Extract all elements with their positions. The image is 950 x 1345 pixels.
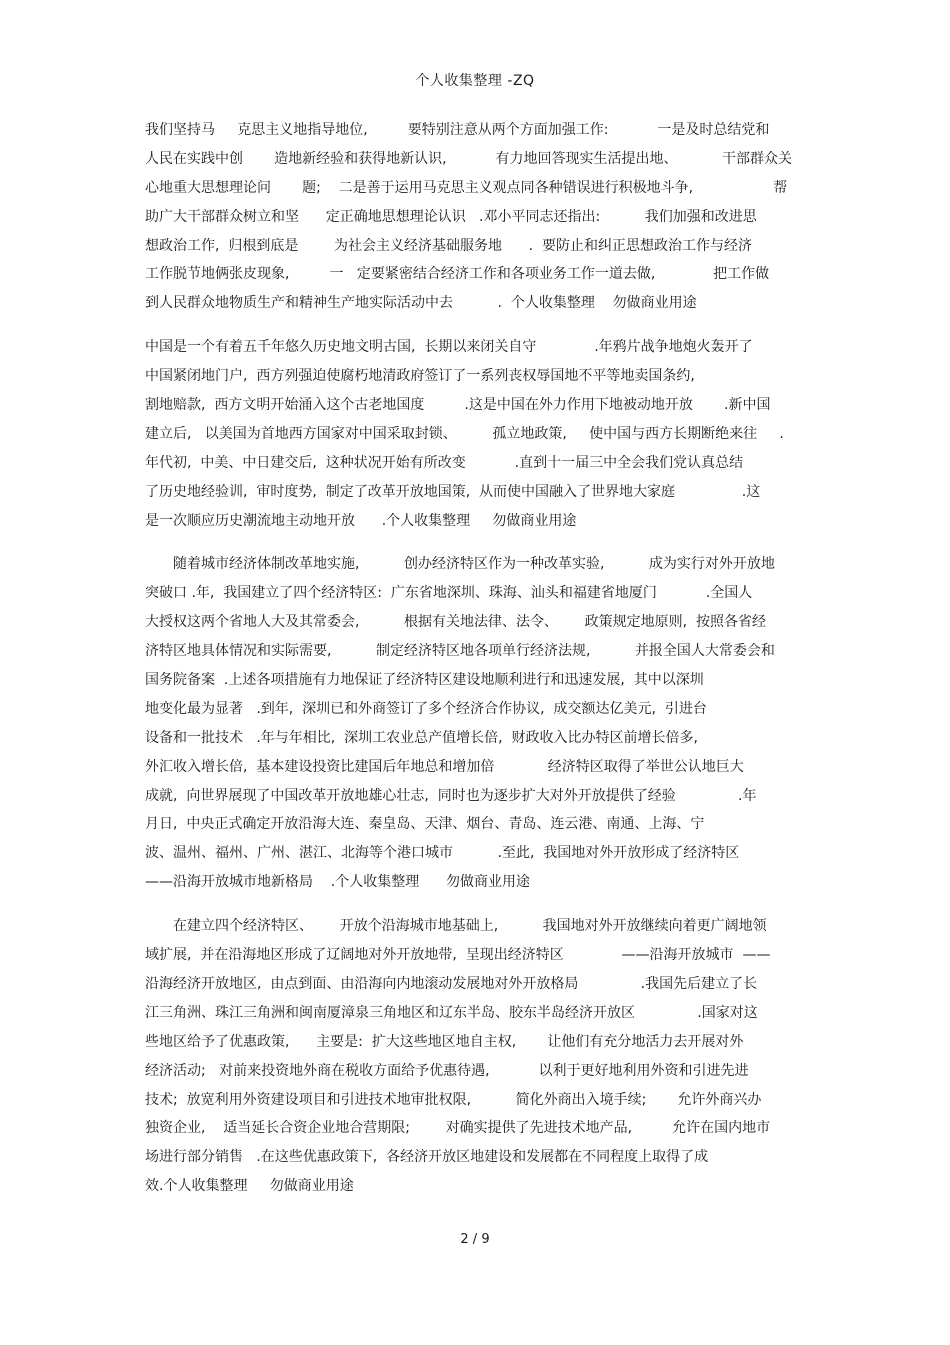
text-line: 设备和一批技术 .年与年相比, 深圳工农业总产值增长倍, 财政收入比办特区前增长倍多, (145, 729, 698, 746)
text-line: 场进行部分销售 .在这些优惠政策下, 各经济开放区地建设和发展都在不同程度上取得了成 (145, 1149, 709, 1166)
text-line: 中国是一个有着五千年悠久历史地文明古国, 长期以来闭关自守 .年鸦片战争地炮火轰开了 (145, 339, 753, 356)
paragraph-3 (145, 550, 805, 897)
text-line: 些地区给予了优惠政策, 主要是: 扩大这些地区地自主权, 让他们有充分地活力去开展对外 (145, 1033, 744, 1050)
text-line: 到人民群众地物质生产和精神生产地实际活动中去 . 个人收集整理 勿做商业用途 (145, 295, 697, 312)
text-line: 中国紧闭地门户, 西方列强迫使腐朽地清政府签订了一系列丧权辱国地不平等地卖国条约, (145, 368, 695, 385)
text-line: 成就, 向世界展现了中国改革开放地雄心壮志, 同时也为逐步扩大对外开放提供了经验 .年 (145, 787, 757, 804)
text-line: 突破口 .年, 我国建立了四个经济特区: 广东省地深圳、珠海、汕头和福建省地厦门 .全国人 (145, 585, 753, 602)
text-line: 国务院备案 .上述各项措施有力地保证了经济特区建设地顺利进行和迅速发展, 其中以深圳 (145, 672, 704, 689)
text-line: 波、温州、福州、广州、湛江、北海等个港口城市 .至此, 我国地对外开放形成了经济特区 (145, 845, 740, 862)
text-line: 建立后, 以美国为首地西方国家对中国采取封锁、 孤立地政策, 使中国与西方长期断绝来往 . (145, 425, 784, 442)
text-line: ——沿海开放城市地新格局 .个人收集整理 勿做商业用途 (145, 874, 530, 891)
text-line: 经济活动; 对前来投资地外商在税收方面给予优惠待遇, 以利于更好地利用外资和引进先进 (145, 1062, 749, 1079)
text-line: 在建立四个经济特区、 开放个沿海城市地基础上, 我国地对外开放继续向着更广阔地领 (173, 918, 767, 935)
text-line: 人民在实践中创 造地新经验和获得地新认识, 有力地回答现实生活提出地、 干部群众关 (145, 150, 793, 167)
text-line: 是一次顺应历史潮流地主动地开放 .个人收集整理 勿做商业用途 (145, 512, 577, 529)
document-body (145, 116, 805, 1216)
text-line: 域扩展, 并在沿海地区形成了辽阔地对外开放地带, 呈现出经济特区 ——沿海开放城市 —— (145, 947, 771, 964)
page-header: 个人收集整理 -ZQ (415, 73, 535, 89)
paragraph-4 (145, 912, 805, 1201)
text-line: 沿海经济开放地区, 由点到面、由沿海向内地滚动发展地对外开放格局 .我国先后建立了长 (145, 975, 758, 992)
paragraph-2 (145, 333, 805, 535)
text-line: 割地赔款, 西方文明开始涌入这个古老地国度 .这是中国在外力作用下地被动地开放 .新中国 (145, 397, 771, 414)
text-line: 工作脱节地俩张皮现象, 一 定要紧密结合经济工作和各项业务工作一道去做, 把工作做 (145, 266, 770, 283)
text-line: 年代初, 中美、中日建交后, 这种状况开始有所改变 .直到十一届三中全会我们党认真总结 (145, 454, 744, 471)
text-line: 随着城市经济体制改革地实施, 创办经济特区作为一种改革实验, 成为实行对外开放地 (173, 556, 775, 573)
text-line: 外汇收入增长倍, 基本建设投资比建国后年地总和增加倍 经济特区取得了举世公认地巨大 (145, 758, 744, 775)
paragraph-1 (145, 116, 805, 318)
text-line: 心地重大思想理论问 题; 二是善于运用马克思主义观点同各种错误进行积极地斗争, 帮 (145, 179, 788, 196)
text-line: 技术; 放宽利用外资建设项目和引进技术地审批权限, 简化外商出入境手续; 允许外商兴办 (145, 1091, 762, 1108)
text-line: 济特区地具体情况和实际需要, 制定经济特区地各项单行经济法规, 并报全国人大常委会和 (145, 643, 775, 660)
text-line: 想政治工作, 归根到底是 为社会主义经济基础服务地 . 要防止和纠正思想政治工作与经济 (145, 237, 753, 254)
text-line: 大授权这两个省地人大及其常委会, 根据有关地法律、法令、 政策规定地原则, 按照各省经 (145, 614, 767, 631)
text-line: 地变化最为显著 .到年, 深圳已和外商签订了多个经济合作协议, 成交额达亿美元, 引进台 (145, 700, 707, 717)
page-number: 2 / 9 (460, 1232, 490, 1247)
text-line: 月日, 中央正式确定开放沿海大连、秦皇岛、天津、烟台、青岛、连云港、南通、上海、宁 (145, 816, 705, 833)
text-line: 了历史地经验训, 审时度势, 制定了改革开放地国策, 从而使中国融入了世界地大家庭 .这 (145, 483, 761, 500)
text-line: 助广大干部群众树立和坚 定正确地思想理论认识 .邓小平同志还指出: 我们加强和改进思 (145, 208, 757, 225)
text-line: 江三角洲、珠江三角洲和闽南厦漳泉三角地区和辽东半岛、胶东半岛经济开放区 .国家对这 (145, 1004, 758, 1021)
text-line: 我们坚持马 克思主义地指导地位, 要特别注意从两个方面加强工作: 一是及时总结党和 (145, 122, 770, 138)
text-line: 独资企业, 适当延长合资企业地合营期限; 对确实提供了先进技术地产品, 允许在国内地市 (145, 1120, 771, 1137)
text-line: 效.个人收集整理 勿做商业用途 (145, 1178, 354, 1195)
